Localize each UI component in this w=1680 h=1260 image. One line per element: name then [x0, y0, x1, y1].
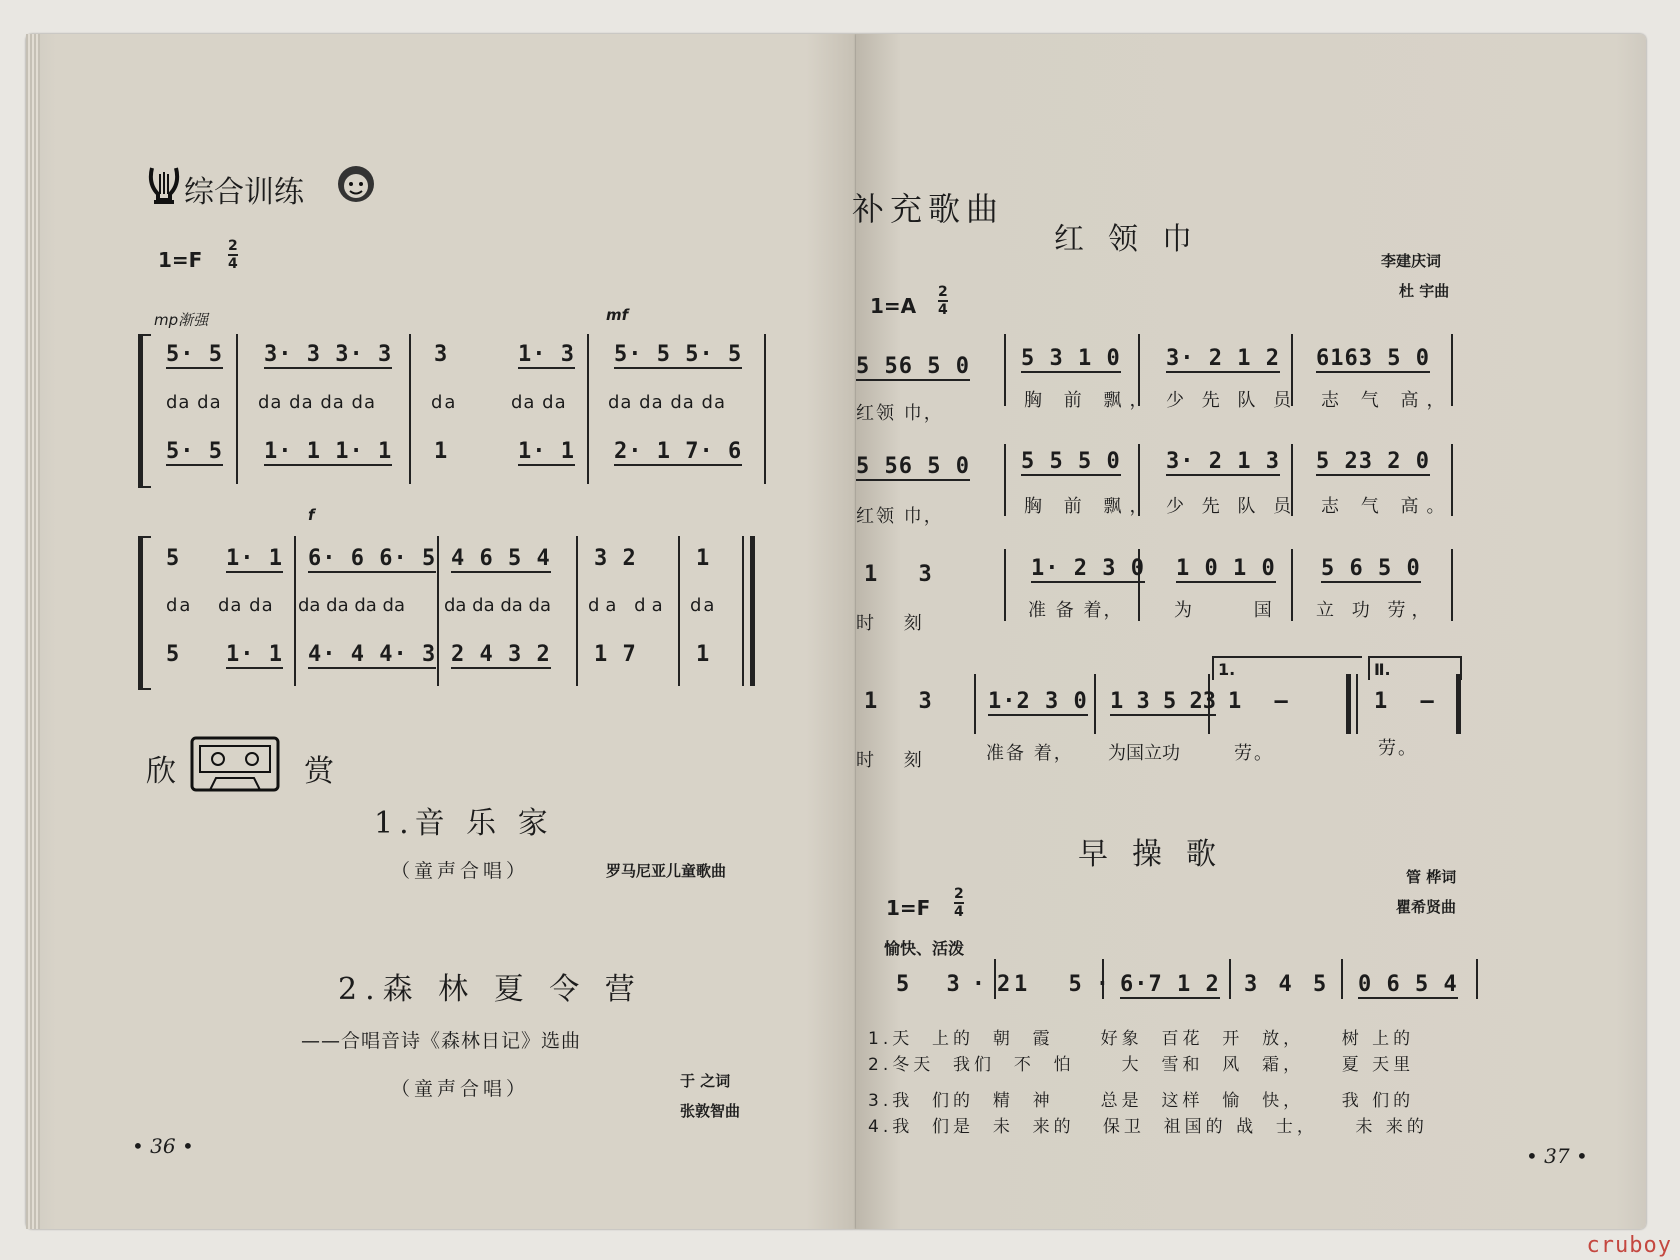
s4-lyrics-5: 劳。: [1378, 738, 1418, 759]
sys2-upper-m1b: 1· 1: [226, 546, 283, 571]
sys1-upper-m3b: 1· 3: [518, 342, 575, 367]
left-page: [26, 34, 856, 1229]
piece-1-title: 1.音 乐 家: [374, 806, 554, 841]
sys1-lower-m4: 2· 1 7· 6: [614, 439, 743, 464]
song-2-lyricist: 管 桦词: [1406, 868, 1457, 886]
sys1-lyric-4: da da: [511, 392, 567, 413]
s2-notes-2: 5 5 5 0: [1021, 449, 1121, 474]
page-number-left: • 36 •: [132, 1134, 194, 1158]
sys1-lyric-1: da da: [166, 392, 222, 413]
volta-1-label: 1.: [1218, 660, 1236, 679]
sys2-upper-m2: 6· 6 6· 5: [308, 546, 437, 571]
song-1-lyricist: 李建庆词: [1381, 252, 1442, 270]
sys1-lower-m3a: 1: [434, 439, 449, 464]
s4-lyrics-2: 准备 着，: [986, 743, 1074, 764]
book-spread: [14, 26, 1634, 1236]
piece-2-lyricist: 于 之词: [680, 1072, 731, 1090]
s4-notes-4: 1 –: [1228, 689, 1298, 714]
barline: [1004, 334, 1006, 406]
cassette-icon: [190, 736, 280, 792]
s1-notes-3: 3· 2 1 2: [1166, 346, 1280, 371]
page-edge-stack: [26, 34, 40, 1229]
song-1-composer: 杜 宇曲: [1399, 282, 1450, 300]
system-2-bracket: [138, 536, 151, 690]
song2-notes-1: 5 3·2: [896, 972, 1023, 997]
s4-notes-1: 1 3: [864, 689, 946, 714]
s2-notes-3: 3· 2 1 3: [1166, 449, 1280, 474]
piece-2-title: 2.森 林 夏 令 营: [338, 972, 643, 1007]
song-2-title: 早操歌: [1078, 837, 1240, 872]
page-number-right: • 37 •: [1526, 1144, 1588, 1168]
final-barline: [1456, 674, 1461, 734]
s2-notes-1: 5 56 5 0: [856, 454, 970, 479]
s2-lyrics-4: 志 气 高。: [1321, 496, 1453, 517]
sys2-lyric-5: da da: [588, 595, 669, 616]
s2-lyrics-2: 胸 前 飘，: [1024, 496, 1156, 517]
sys2-upper-m5: 1: [696, 546, 711, 571]
s3-notes-3: 1 0 1 0: [1176, 556, 1276, 581]
song-1-time: 2 4: [938, 284, 948, 318]
sys1-lyric-5: da da da da: [608, 392, 726, 413]
barline: [409, 334, 411, 484]
sys2-lower-m2: 4· 4 4· 3: [308, 642, 437, 667]
s3-lyrics-4: 立 功 劳，: [1316, 600, 1436, 621]
barline: [764, 334, 766, 484]
s4-lyrics-4: 劳。: [1234, 743, 1274, 764]
s4-notes-5: 1 –: [1374, 689, 1444, 714]
song-2-time: 2 4: [954, 886, 964, 920]
piece-2-composer: 张敦智曲: [680, 1102, 741, 1120]
s3-lyrics-3: 为 国: [1174, 600, 1300, 621]
sys2-upper-m3: 4 6 5 4: [451, 546, 551, 571]
song2-notes-4: 3 4 5: [1244, 972, 1331, 997]
section-title: 综合训练: [184, 175, 304, 210]
sys2-upper-m1a: 5: [166, 546, 181, 571]
barline: [576, 536, 578, 686]
sys2-lower-m1a: 5: [166, 642, 181, 667]
sys1-upper-m2: 3· 3 3· 3: [264, 342, 393, 367]
s3-lyrics-2: 准 备 着，: [1028, 600, 1124, 621]
barline: [294, 536, 296, 686]
song-1-key: 1=A: [870, 294, 917, 318]
barline: [1476, 959, 1478, 999]
s1-lyrics-1: 红领 巾，: [856, 403, 944, 424]
sys2-lower-m1b: 1· 1: [226, 642, 283, 667]
sys1-lower-m3b: 1· 1: [518, 439, 575, 464]
appreciation-label-b: 赏: [304, 754, 334, 789]
sys2-lyric-3: da da da da: [298, 595, 405, 616]
song2-verse-1: 1.天 上的 朝 霞 好象 百花 开 放， 树 上的: [868, 1029, 1415, 1049]
sys2-lyric-4: da da da da: [444, 595, 551, 616]
barline: [236, 334, 238, 484]
lyre-icon: [146, 164, 182, 204]
song2-verse-3: 3.我 们的 精 神 总是 这样 愉 快， 我 们的: [868, 1091, 1415, 1111]
section-title-right: 补充歌曲: [852, 190, 1005, 228]
sys2-lower-m5: 1: [696, 642, 711, 667]
sys2-lyric-6: da: [690, 595, 717, 616]
barline: [974, 674, 976, 734]
dynamic-mf: mf: [606, 306, 629, 324]
repeat-barline: [1346, 674, 1351, 734]
s3-notes-2: 1· 2 3 0: [1031, 556, 1145, 581]
barline: [1341, 959, 1343, 999]
piece-1-credit: 罗马尼亚儿童歌曲: [606, 862, 727, 880]
s1-notes-2: 5 3 1 0: [1021, 346, 1121, 371]
song2-notes-2: 1 5·: [1014, 972, 1123, 997]
barline: [1004, 444, 1006, 516]
dynamic-mp: mp渐强: [154, 311, 209, 329]
barline: [1356, 674, 1358, 734]
child-face-icon: [332, 158, 380, 206]
volta-2-label: Ⅱ.: [1374, 660, 1391, 679]
s2-notes-4: 5 23 2 0: [1316, 449, 1430, 474]
s3-lyrics-1: 时 刻: [856, 613, 934, 634]
barline: [437, 536, 439, 686]
piece-2-subtitle: ——合唱音诗《森林日记》选曲: [301, 1030, 582, 1052]
s1-lyrics-2: 胸 前 飘，: [1024, 390, 1156, 411]
right-page: [852, 34, 1646, 1229]
s4-lyrics-1: 时 刻: [856, 750, 934, 771]
barline: [1094, 674, 1096, 734]
song2-notes-5: 0 6 5 4: [1358, 972, 1458, 997]
barline: [1451, 549, 1453, 621]
barline: [587, 334, 589, 484]
sys2-lower-m4: 1 7: [594, 642, 637, 667]
s2-lyrics-3: 少 先 队 员: [1166, 496, 1298, 517]
sys1-lyric-3: da: [431, 392, 458, 413]
watermark: cruboy: [1586, 1233, 1672, 1258]
song-2-key: 1=F: [886, 896, 931, 920]
song-2-composer: 瞿希贤曲: [1396, 898, 1457, 916]
barline: [678, 536, 680, 686]
s1-notes-4: 6163 5 0: [1316, 346, 1430, 371]
song2-notes-3: 6·7 1 2: [1120, 972, 1220, 997]
sys1-lower-m1: 5· 5: [166, 439, 223, 464]
sys1-upper-m4: 5· 5 5· 5: [614, 342, 743, 367]
barline: [742, 536, 744, 686]
sys1-lyric-2: da da da da: [258, 392, 376, 413]
sys2-lower-m3: 2 4 3 2: [451, 642, 551, 667]
final-barline: [750, 536, 755, 686]
song-2-tempo: 愉快、活泼: [884, 939, 965, 958]
s4-lyrics-3: 为国立功: [1108, 743, 1180, 764]
s1-lyrics-4: 志 气 高，: [1321, 390, 1453, 411]
s2-lyrics-1: 红领 巾，: [856, 506, 944, 527]
piece-1-style: （童声合唱）: [391, 860, 530, 882]
s3-notes-1: 1 3: [864, 562, 946, 587]
s1-lyrics-3: 少 先 队 员: [1166, 390, 1298, 411]
s3-notes-4: 5 6 5 0: [1321, 556, 1421, 581]
sys1-upper-m1: 5· 5: [166, 342, 223, 367]
song2-verse-4: 4.我 们是 未 来的 保卫 祖国的 战 士， 未 来的: [868, 1117, 1428, 1137]
piece-2-style: （童声合唱）: [391, 1078, 530, 1100]
key-signature: 1=F: [158, 248, 203, 272]
sys2-upper-m4: 3 2: [594, 546, 637, 571]
barline: [1229, 959, 1231, 999]
song2-verse-2: 2.冬天 我们 不 怕 大 雪和 风 霜， 夏 天里: [868, 1055, 1415, 1075]
system-1-bracket: [138, 334, 151, 488]
sys1-upper-m3a: 3: [434, 342, 449, 367]
s4-notes-3: 1 3 5 23: [1110, 689, 1216, 714]
song-1-title: 红领巾: [1054, 222, 1216, 257]
sys2-lyric-2: da da: [218, 595, 274, 616]
dynamic-f: f: [308, 506, 315, 524]
barline: [1004, 549, 1006, 621]
s1-notes-1: 5 56 5 0: [856, 354, 970, 379]
s4-notes-2: 1·2 3 0: [988, 689, 1088, 714]
sys1-lower-m2: 1· 1 1· 1: [264, 439, 393, 464]
time-signature: 2 4: [228, 238, 238, 272]
sys2-lyric-1: da: [166, 595, 193, 616]
appreciation-label-a: 欣: [146, 754, 176, 789]
